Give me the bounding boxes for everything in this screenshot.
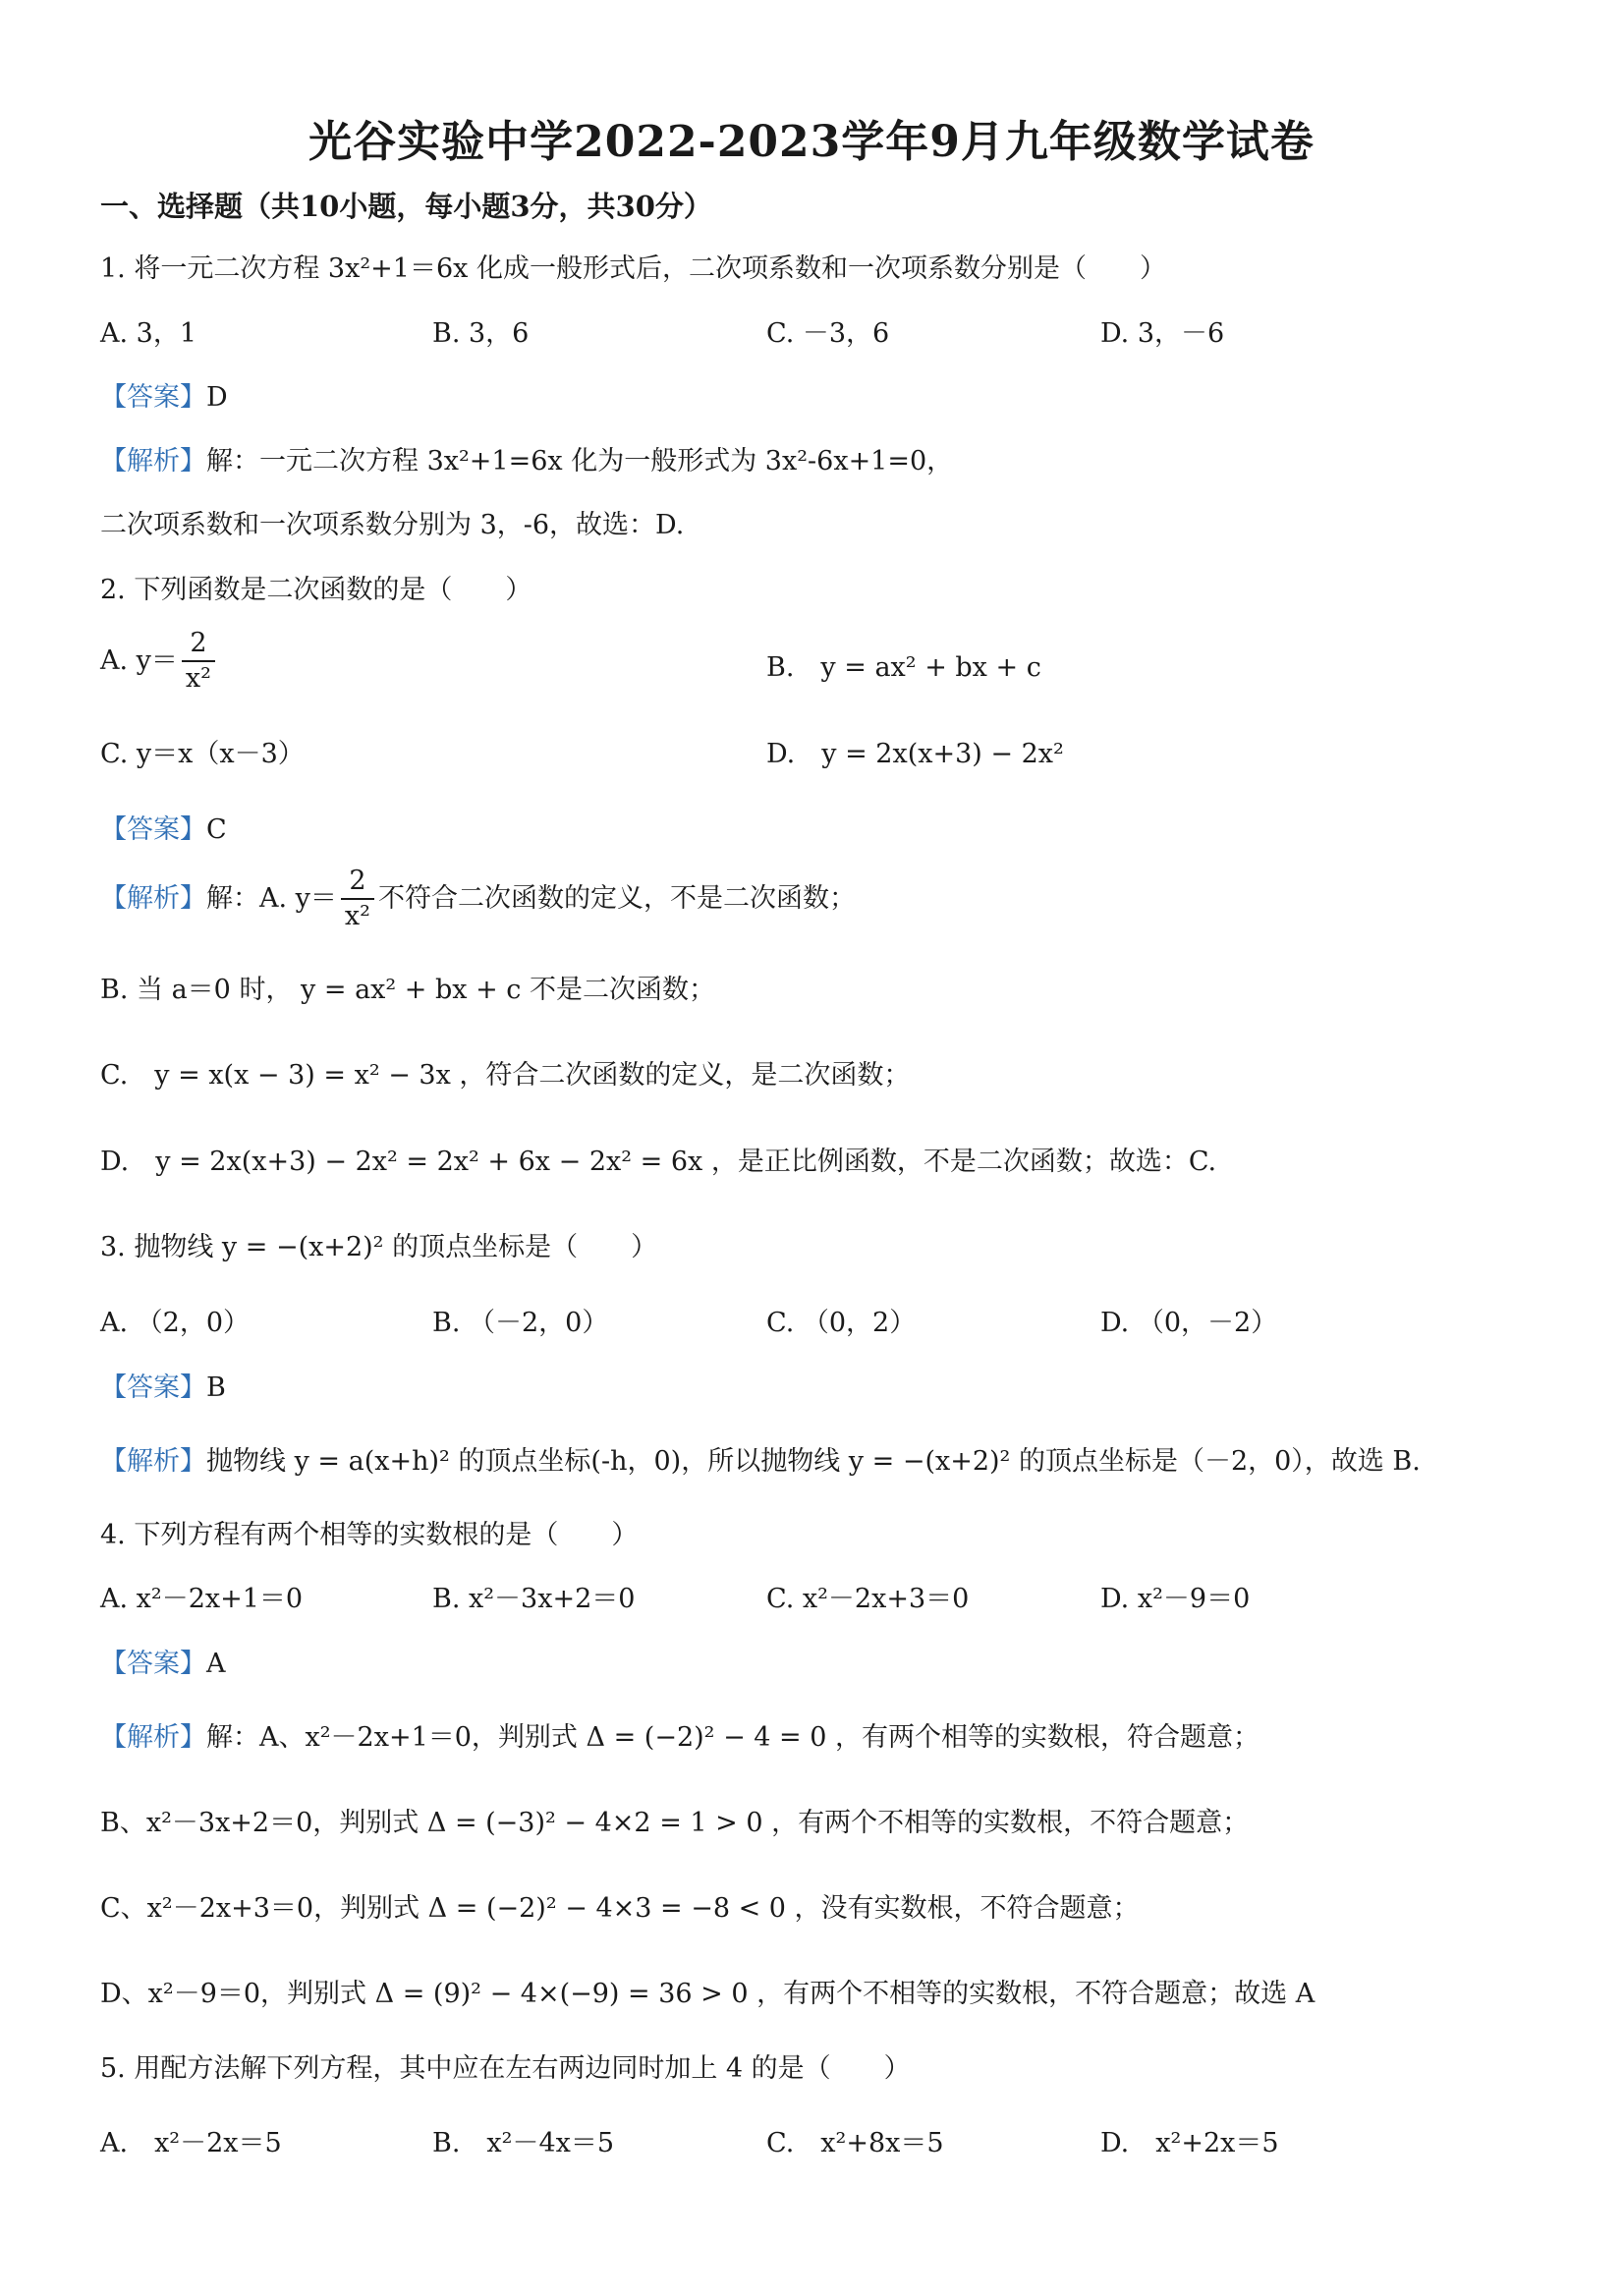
q1-option-d: D. 3，－6 (1100, 318, 1225, 349)
analysis-tag: 【解析】 (100, 883, 206, 914)
page-title: 光谷实验中学2022-2023学年9月九年级数学试卷 (308, 117, 1315, 167)
q5-option-b: B. x²－4x＝5 (432, 2128, 615, 2158)
q1-answer-value: D (206, 382, 228, 413)
q3-option-a: A. （2，0） (100, 1308, 251, 1338)
q2-option-b: B. y = ax² + bx + c (766, 652, 1041, 683)
q3-answer (100, 1371, 226, 1406)
q2-answer-value: C (206, 814, 227, 845)
q3-option-c: C. （0，2） (766, 1308, 917, 1338)
q3-option-b: B. （－2，0） (432, 1308, 609, 1338)
q2-option-a: A. y＝ $\frac{2}{\text{x²}}$ (100, 627, 219, 696)
q2-option-a-fraction: $\frac{2}{\text{x²}}$ (182, 627, 215, 696)
answer-tag: 【答案】 (100, 1372, 206, 1403)
q2-analysis-b: B. 当 a＝0 时， y = ax² + bx + c 不是二次函数； (100, 975, 716, 1005)
q2-analysis-fraction: $\frac{2}{\text{x²}}$ (341, 865, 374, 933)
q1-answer (100, 380, 228, 416)
q4-option-d: D. x²－9＝0 (1100, 1584, 1251, 1614)
q5-option-d: D. x²+2x＝5 (1100, 2128, 1279, 2158)
q1-analysis-text-1: 解：一元二次方程 3x²+1=6x 化为一般形式为 3x²-6x+1=0， (206, 446, 954, 476)
question-3-stem: 3. 抛物线 y = −(x+2)² 的顶点坐标是（ ） (100, 1232, 658, 1262)
question-5-stem: 5. 用配方法解下列方程，其中应在左右两边同时加上 4 的是（ ） (100, 2053, 911, 2084)
q4-option-a: A. x²－2x+1＝0 (100, 1584, 304, 1614)
q3-answer-value: B (206, 1372, 226, 1403)
q4-answer (100, 1647, 226, 1682)
q2-option-d: D. y = 2x(x+3) − 2x² (766, 739, 1064, 769)
question-4-stem: 4. 下列方程有两个相等的实数根的是（ ） (100, 1520, 639, 1550)
section-heading: 一、选择题（共10小题，每小题3分，共30分） (100, 190, 712, 223)
answer-tag: 【答案】 (100, 382, 206, 413)
analysis-tag: 【解析】 (100, 446, 206, 476)
question-2-stem: 2. 下列函数是二次函数的是（ ） (100, 575, 532, 605)
q4-analysis-b: B、x²－3x+2＝0，判别式 Δ = (−3)² − 4×2 = 1 > 0 ，有两个不相等的实数根，不符合题意； (100, 1808, 1250, 1838)
q4-analysis-a-text: 解：A、x²－2x+1＝0，判别式 Δ = (−2)² − 4 = 0 ，有两个相等的实数根，符合题意； (206, 1722, 1260, 1753)
q2-analysis-a: 【解析】解：A. y＝ $\frac{2}{\text{x²}}$ 不符合二次函数的定义，不是二次函数； (100, 866, 856, 931)
q4-analysis-d: D、x²－9＝0，判别式 Δ = (9)² − 4×(−9) = 36 > 0 ，有两个不相等的实数根，不符合题意；故选 A (100, 1979, 1315, 2009)
answer-tag: 【答案】 (100, 814, 206, 845)
q2-option-c: C. y＝x（x－3） (100, 739, 305, 769)
q1-option-b: B. 3，6 (432, 318, 530, 349)
analysis-tag: 【解析】 (100, 1446, 206, 1477)
q4-analysis-a (100, 1720, 1259, 1756)
q3-analysis-text: 抛物线 y = a(x+h)² 的顶点坐标(-h，0)，所以抛物线 y = −(x+2)² 的顶点坐标是（－2，0），故选 B. (206, 1446, 1421, 1477)
q4-analysis-c: C、x²－2x+3＝0，判别式 Δ = (−2)² − 4×3 = −8 < 0 ，没有实数根，不符合题意； (100, 1893, 1140, 1924)
q3-analysis (100, 1444, 1421, 1480)
q1-analysis (100, 444, 953, 479)
q5-option-a: A. x²－2x＝5 (100, 2128, 282, 2158)
q2-analysis-d: D. y = 2x(x+3) − 2x² = 2x² + 6x − 2x² = 6x ，是正比例函数，不是二次函数；故选：C. (100, 1147, 1217, 1177)
q1-analysis-text-2: 二次项系数和一次项系数分别为 3，-6，故选：D. (100, 510, 685, 540)
q3-option-d: D. （0，－2） (1100, 1308, 1278, 1338)
q4-option-c: C. x²－2x+3＝0 (766, 1584, 970, 1614)
q4-answer-value: A (206, 1649, 226, 1679)
q1-option-c: C. －3，6 (766, 318, 890, 349)
q2-answer (100, 812, 227, 848)
analysis-tag: 【解析】 (100, 1722, 206, 1753)
q5-option-c: C. x²+8x＝5 (766, 2128, 944, 2158)
q2-analysis-c: C. y = x(x − 3) = x² − 3x ，符合二次函数的定义，是二次函数； (100, 1060, 911, 1091)
answer-tag: 【答案】 (100, 1649, 206, 1679)
q4-option-b: B. x²－3x+2＝0 (432, 1584, 636, 1614)
q1-option-a: A. 3，1 (100, 318, 197, 349)
question-1-stem: 1. 将一元二次方程 3x²+1＝6x 化成一般形式后，二次项系数和一次项系数分别是（ ） (100, 253, 1166, 284)
